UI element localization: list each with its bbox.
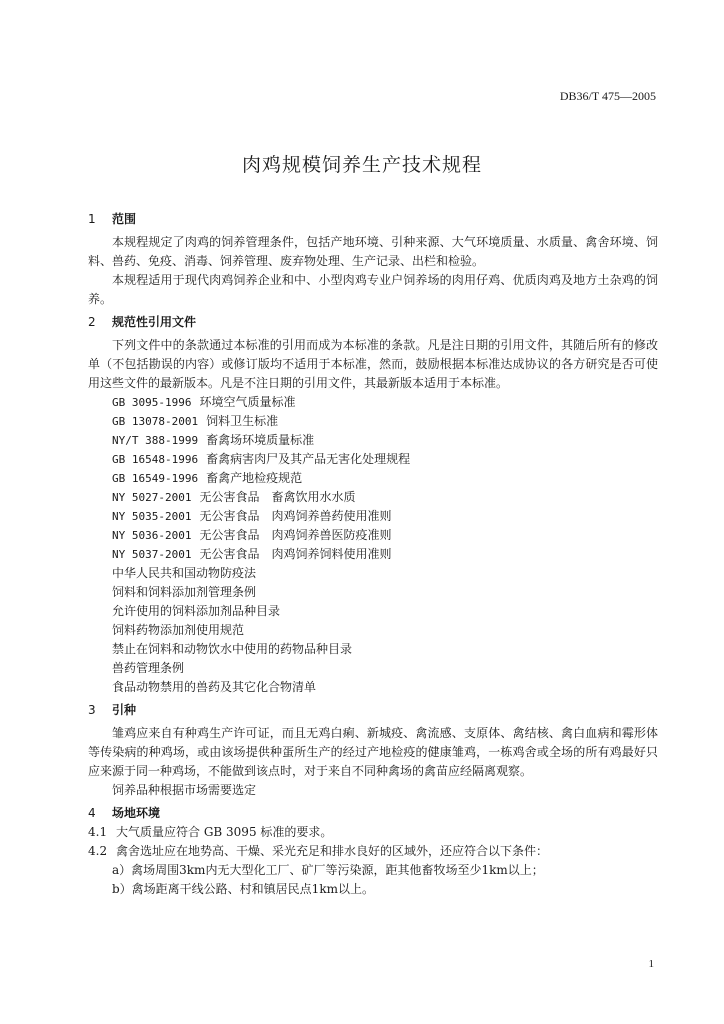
normative-reference — [88, 450, 658, 469]
section-3-heading — [88, 701, 658, 720]
page-number: 1 — [648, 958, 654, 970]
section-number: 2 — [88, 315, 96, 329]
regulation-reference: 兽药管理条例 — [112, 661, 185, 675]
normative-reference — [88, 469, 658, 488]
clause-number: 4.1 — [88, 825, 108, 839]
section-3-paragraph: 雏鸡应来自有种鸡生产许可证，而且无鸡白痢、新城疫、禽流感、支原体、禽结核、禽白血病和霉形体等传染病的种鸡场，或由该场提供种蛋所生产的经过产地检疫的健康雏鸡，一栋鸡舍或全场的所有鸡最好只应来源于同一种鸡场，不能做到该点时，对于来自不同种禽场的禽苗应经隔离观察。 — [88, 726, 658, 778]
normative-reference — [88, 393, 658, 412]
regulation-reference: 禁止在饲料和动物饮水中使用的药物品种目录 — [112, 642, 353, 656]
section-title: 场地环境 — [112, 806, 161, 820]
section-title: 范围 — [112, 212, 137, 226]
reference-name: 环境空气质量标准 — [199, 395, 296, 409]
clause-4-2 — [88, 842, 658, 861]
section-title: 引种 — [112, 703, 137, 717]
normative-reference — [88, 526, 658, 545]
document-title: 肉鸡规模饲养生产技术规程 — [241, 154, 482, 176]
reference-code: NY 5036-2001 — [112, 529, 192, 542]
regulation-reference: 食品动物禁用的兽药及其它化合物清单 — [112, 680, 317, 694]
section-number: 1 — [88, 212, 96, 226]
clause-4-1 — [88, 823, 658, 842]
reference-name: 畜禽场环境质量标准 — [206, 433, 315, 447]
section-1-heading — [88, 210, 658, 229]
reference-code: GB 13078-2001 — [112, 415, 199, 428]
reference-name: 饲料卫生标准 — [206, 414, 279, 428]
reference-name: 无公害食品 肉鸡饲养饲料使用准则 — [199, 547, 392, 561]
reference-code: NY 5035-2001 — [112, 510, 192, 523]
regulation-reference: 饲料和饲料添加剂管理条例 — [112, 585, 257, 599]
clause-text: 禽舍选址应在地势高、干燥、采光充足和排水良好的区域外，还应符合以下条件： — [116, 844, 549, 858]
section-title: 规范性引用文件 — [112, 315, 197, 329]
reference-code: NY 5037-2001 — [112, 548, 192, 561]
normative-reference — [88, 431, 658, 450]
section-1-paragraph: 本规程规定了肉鸡的饲养管理条件，包括产地环境、引种来源、大气环境质量、水质量、禽舍环境、饲料、兽药、免疫、消毒、饲养管理、废弃物处理、生产记录、出栏和检验。 — [88, 235, 658, 268]
reference-name: 畜禽产地检疫规范 — [206, 471, 303, 485]
reference-code: NY 5027-2001 — [112, 491, 192, 504]
normative-reference — [88, 545, 658, 564]
section-3-paragraph: 饲养品种根据市场需要选定 — [112, 783, 257, 797]
standard-code: DB36/T 475—2005 — [559, 89, 656, 103]
reference-name: 无公害食品 肉鸡饲养兽医防疫准则 — [199, 528, 392, 542]
clause-number: 4.2 — [88, 844, 108, 858]
reference-name: 畜禽病害肉尸及其产品无害化处理规程 — [206, 452, 411, 466]
regulation-reference: 允许使用的饲料添加剂品种目录 — [112, 604, 281, 618]
reference-name: 无公害食品 畜禽饮用水水质 — [199, 490, 356, 504]
reference-code: GB 3095-1996 — [112, 396, 192, 409]
clause-text: 大气质量应符合 GB 3095 标准的要求。 — [116, 825, 333, 839]
document-body — [88, 210, 658, 899]
regulation-reference: 中华人民共和国动物防疫法 — [112, 566, 257, 580]
section-number: 4 — [88, 806, 96, 820]
regulation-reference: 饲料药物添加剂使用规范 — [112, 623, 245, 637]
reference-code: GB 16549-1996 — [112, 472, 199, 485]
section-2-intro: 下列文件中的条款通过本标准的引用而成为本标准的条款。凡是注日期的引用文件，其随后所有的修改单（不包括勘误的内容）或修订版均不适用于本标准，然而，鼓励根据本标准达成协议的各方研究是否可使用这些文件的最新版本。凡是不注日期的引用文件，其最新版本适用于本标准。 — [88, 338, 658, 390]
clause-list-item: a）禽场周围3km内无大型化工厂、矿厂等污染源，距其他畜牧场至少1km以上； — [112, 863, 544, 877]
normative-reference — [88, 488, 658, 507]
section-2-heading — [88, 313, 658, 332]
section-1-paragraph: 本规程适用于现代肉鸡饲养企业和中、小型肉鸡专业户饲养场的肉用仔鸡、优质肉鸡及地方土杂鸡的饲养。 — [88, 273, 658, 306]
reference-code: GB 16548-1996 — [112, 453, 199, 466]
normative-reference — [88, 412, 658, 431]
reference-name: 无公害食品 肉鸡饲养兽药使用准则 — [199, 509, 392, 523]
normative-reference — [88, 507, 658, 526]
clause-list-item: b）禽场距离干线公路、村和镇居民点1km以上。 — [112, 882, 374, 896]
section-4-heading — [88, 804, 658, 823]
section-number: 3 — [88, 703, 96, 717]
reference-code: NY/T 388-1999 — [112, 434, 199, 447]
